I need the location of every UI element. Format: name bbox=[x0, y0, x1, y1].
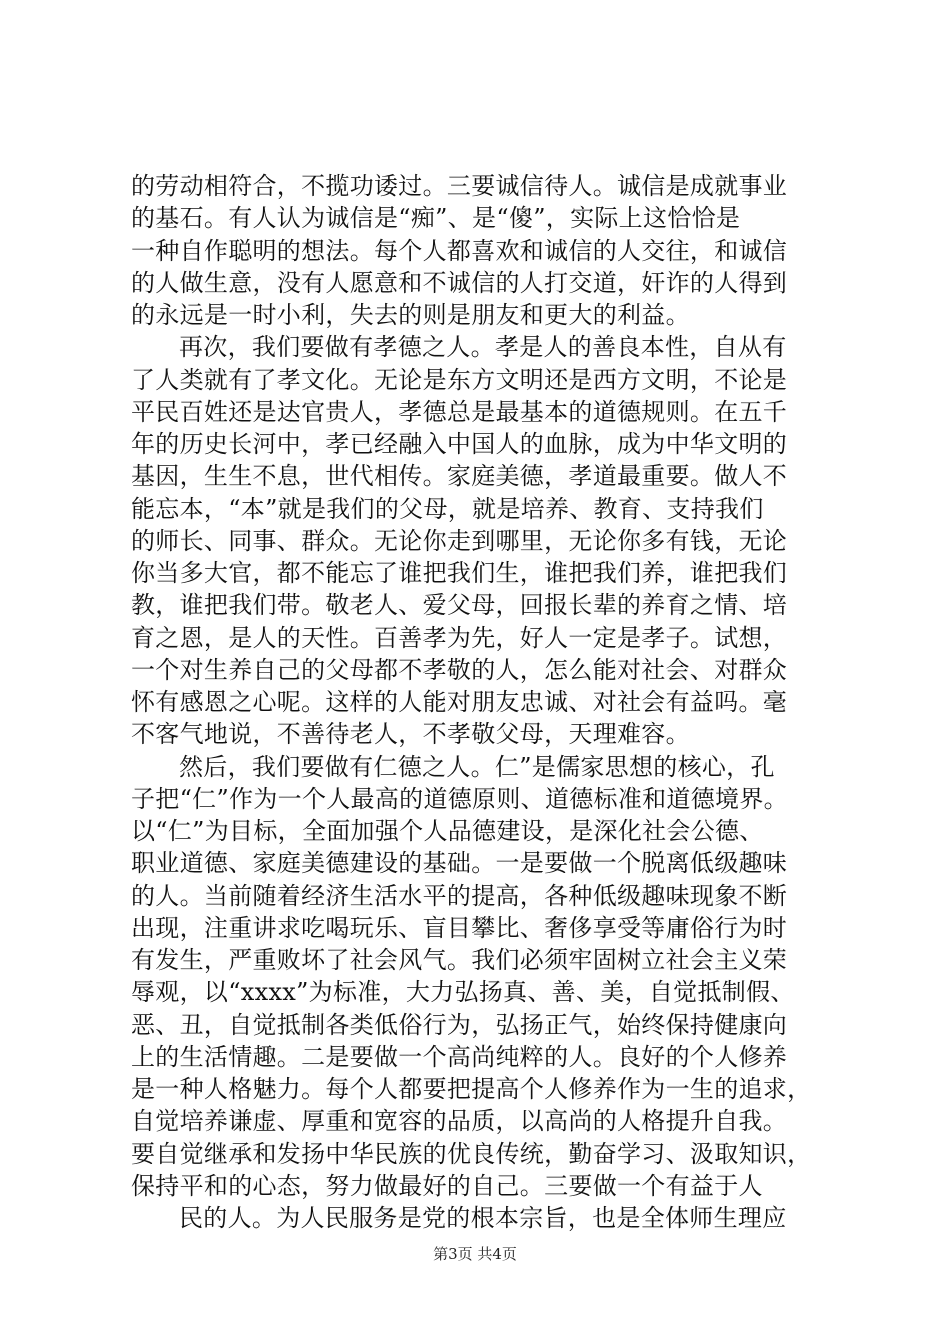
text-line: 教，谁把我们带。敬老人、爱父母，回报长辈的养育之情、培 bbox=[131, 591, 788, 620]
text-line: 你当多大官，都不能忘了谁把我们生，谁把我们养，谁把我们 bbox=[131, 559, 788, 587]
text-line: 的劳动相符合，不揽功诿过。三要诚信待人。诚信是成就事业 bbox=[131, 172, 788, 200]
text-line: 以“仁”为目标，全面加强个人品德建设，是深化社会公德、 bbox=[131, 817, 764, 845]
page-number: 第3页 共4页 bbox=[433, 1245, 517, 1263]
paragraph-start-line: 再次，我们要做有孝德之人。孝是人的善良本性，自从有 bbox=[179, 333, 787, 362]
body-text bbox=[131, 170, 831, 1234]
text-line: 怀有感恩之心呢。这样的人能对朋友忠诚、对社会有益吗。毫 bbox=[131, 688, 788, 716]
text-line: 子把“仁”作为一个人最高的道德原则、道德标准和道德境界。 bbox=[131, 784, 788, 813]
text-line: 保持平和的心态，努力做最好的自己。三要做一个有益于人 bbox=[131, 1171, 763, 1200]
text-line: 的人。当前随着经济生活水平的提高，各种低级趣味现象不断 bbox=[131, 881, 788, 910]
text-line: 是一种人格魅力。每个人都要把提高个人修养作为一生的追求， bbox=[131, 1075, 812, 1103]
text-line: 有发生，严重败坏了社会风气。我们必须牢固树立社会主义荣 bbox=[131, 946, 788, 974]
page-footer bbox=[0, 1244, 950, 1264]
text-line: 恶、丑，自觉抵制各类低俗行为，弘扬正气，始终保持健康向 bbox=[131, 1010, 788, 1039]
text-line: 的永远是一时小利，失去的则是朋友和更大的利益。 bbox=[131, 301, 690, 329]
text-line: 上的生活情趣。二是要做一个高尚纯粹的人。良好的个人修养 bbox=[131, 1042, 788, 1071]
text-line: 的师长、同事、群众。无论你走到哪里，无论你多有钱，无论 bbox=[131, 526, 788, 555]
paragraph-start-line: 然后，我们要做有仁德之人。仁”是儒家思想的核心，孔 bbox=[179, 752, 775, 781]
text-line: 了人类就有了孝文化。无论是东方文明还是西方文明，不论是 bbox=[131, 365, 788, 394]
text-line: 出现，注重讲求吃喝玩乐、盲目攀比、奢侈享受等庸俗行为时 bbox=[131, 913, 788, 942]
text-line: 一种自作聪明的想法。每个人都喜欢和诚信的人交往，和诚信 bbox=[131, 236, 788, 265]
text-line: 年的历史长河中，孝已经融入中国人的血脉，成为中华文明的 bbox=[131, 430, 788, 458]
text-line: 的基石。有人认为诚信是“痴”、是“傻”，实际上这恰恰是 bbox=[131, 204, 741, 233]
text-line: 一个对生养自己的父母都不孝敬的人，怎么能对社会、对群众 bbox=[131, 655, 788, 684]
text-line: 自觉培养谦虚、厚重和宽容的品质，以高尚的人格提升自我。 bbox=[131, 1107, 788, 1136]
text-line: 的人做生意，没有人愿意和不诚信的人打交道，奸诈的人得到 bbox=[131, 268, 788, 297]
text-line: 平民百姓还是达官贵人，孝德总是最基本的道德规则。在五千 bbox=[131, 397, 788, 426]
text-line: 要自觉继承和发扬中华民族的优良传统，勤奋学习、汲取知识， bbox=[131, 1139, 812, 1168]
text-line: 育之恩，是人的天性。百善孝为先，好人一定是孝子。试想， bbox=[131, 623, 788, 652]
text-line: 辱观，以“xxxx”为标准，大力弘扬真、善、美，自觉抵制假、 bbox=[131, 978, 795, 1007]
paragraph-start-line: 民的人。为人民服务是党的根本宗旨，也是全体师生理应 bbox=[179, 1204, 787, 1232]
text-line: 基因，生生不息，世代相传。家庭美德，孝道最重要。做人不 bbox=[131, 462, 788, 491]
text-line: 职业道德、家庭美德建设的基础。一是要做一个脱离低级趣味 bbox=[131, 849, 788, 878]
text-line: 能忘本，“本”就是我们的父母，就是培养、教育、支持我们 bbox=[131, 494, 764, 523]
text-line: 不客气地说，不善待老人，不孝敬父母，天理难容。 bbox=[131, 720, 690, 749]
